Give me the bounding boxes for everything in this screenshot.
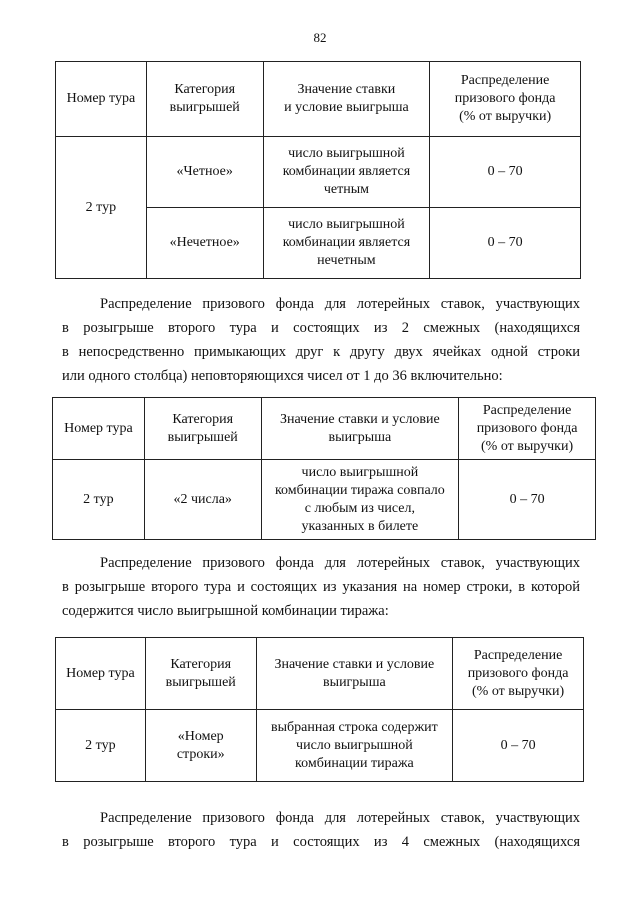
table-header-row bbox=[56, 638, 584, 710]
header-distribution: Распределение призового фонда (% от выручки) bbox=[430, 62, 581, 137]
distribution-cell: 0 – 70 bbox=[453, 710, 584, 782]
paragraph-row-number bbox=[62, 551, 580, 623]
prize-table-two-numbers bbox=[52, 397, 596, 540]
header-category: Категория выигрышей bbox=[146, 62, 263, 137]
header-round: Номер тура bbox=[56, 638, 146, 710]
header-round: Номер тура bbox=[56, 62, 147, 137]
header-value-condition: Значение ставки и условие выигрыша bbox=[261, 398, 459, 460]
round-cell: 2 тур bbox=[56, 137, 147, 279]
page-number: 82 bbox=[313, 30, 327, 45]
paragraph-line: Распределение призового фонда для лотерейных ставок, участвующих bbox=[100, 296, 580, 312]
table-row bbox=[56, 137, 581, 208]
prize-table-row-number bbox=[55, 637, 584, 782]
paragraph-line: в розыгрыше второго тура и состоящих из указания на номер строки, в которой bbox=[62, 579, 580, 595]
paragraph-two-numbers bbox=[62, 292, 580, 388]
table-header-row bbox=[53, 398, 596, 460]
paragraph-line: Распределение призового фонда для лотерейных ставок, участвующих bbox=[100, 555, 580, 571]
table-row bbox=[53, 460, 596, 540]
header-category: Категория выигрышей bbox=[144, 398, 261, 460]
distribution-cell: 0 – 70 bbox=[459, 460, 596, 540]
paragraph-line: в розыгрыше второго тура и состоящих из 4 смежных (находящихся bbox=[62, 834, 580, 850]
prize-table-even-odd bbox=[55, 61, 581, 279]
header-distribution: Распределение призового фонда (% от выручки) bbox=[459, 398, 596, 460]
header-round: Номер тура bbox=[53, 398, 145, 460]
paragraph-line: или одного столбца) неповторяющихся чисел от 1 до 36 включительно: bbox=[62, 368, 503, 384]
category-cell: «Нечетное» bbox=[146, 208, 263, 279]
category-cell: «Номер строки» bbox=[145, 710, 256, 782]
header-category: Категория выигрышей bbox=[145, 638, 256, 710]
header-distribution: Распределение призового фонда (% от выручки) bbox=[453, 638, 584, 710]
round-cell: 2 тур bbox=[53, 460, 145, 540]
category-cell: «2 числа» bbox=[144, 460, 261, 540]
paragraph-line: в непосредственно примыкающих друг к другу двух ячейках одной строки bbox=[62, 344, 580, 360]
condition-cell: число выигрышной комбинации является четным bbox=[263, 137, 430, 208]
paragraph-line: содержится число выигрышной комбинации тиража: bbox=[62, 603, 389, 619]
distribution-cell: 0 – 70 bbox=[430, 208, 581, 279]
condition-cell: выбранная строка содержит число выигрышной комбинации тиража bbox=[256, 710, 452, 782]
table-row bbox=[56, 710, 584, 782]
header-value-condition: Значение ставки и условие выигрыша bbox=[256, 638, 452, 710]
category-cell: «Четное» bbox=[146, 137, 263, 208]
paragraph-line: Распределение призового фонда для лотерейных ставок, участвующих bbox=[100, 810, 580, 826]
condition-cell: число выигрышной комбинации тиража совпало с любым из чисел, указанных в билете bbox=[261, 460, 459, 540]
condition-cell: число выигрышной комбинации является нечетным bbox=[263, 208, 430, 279]
paragraph-four-numbers bbox=[62, 806, 580, 854]
round-cell: 2 тур bbox=[56, 710, 146, 782]
header-value-condition: Значение ставки и условие выигрыша bbox=[263, 62, 430, 137]
paragraph-line: в розыгрыше второго тура и состоящих из 2 смежных (находящихся bbox=[62, 320, 580, 336]
table-header-row bbox=[56, 62, 581, 137]
distribution-cell: 0 – 70 bbox=[430, 137, 581, 208]
